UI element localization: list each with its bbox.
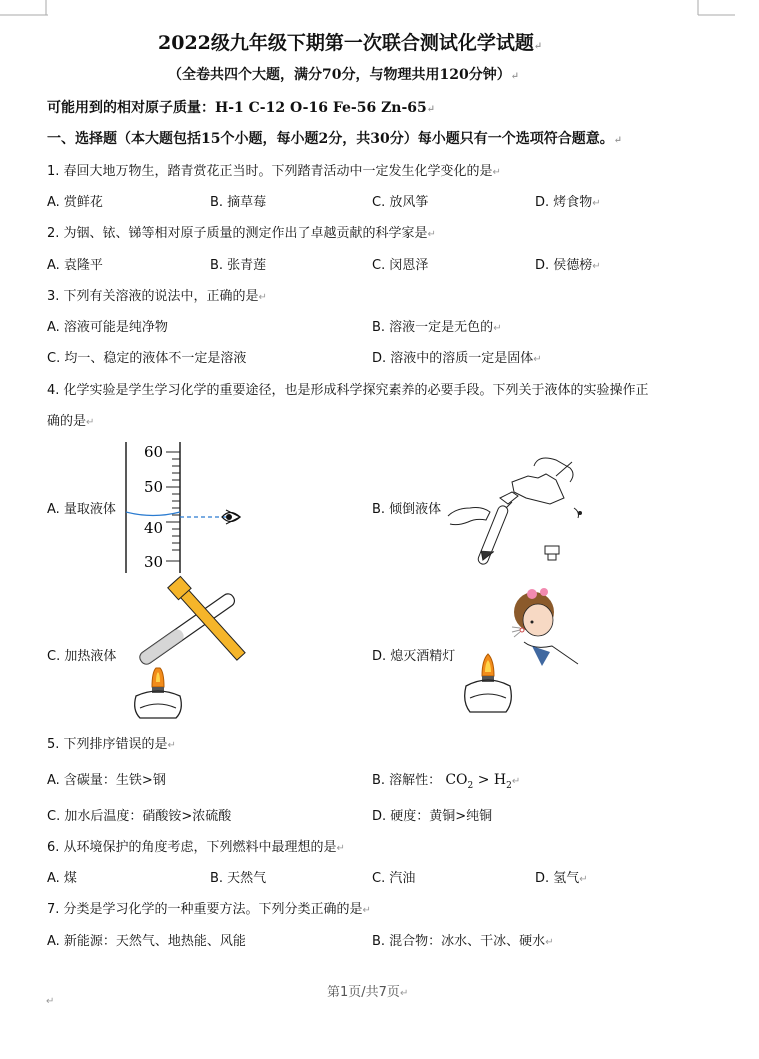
pouring-liquid-illustration: [446, 446, 596, 566]
q5-option-b[interactable]: B. 溶解性： $CO_2$ > $H_2↵$: [372, 772, 521, 791]
corner-mark-top-right: [690, 0, 759, 20]
q5-option-c[interactable]: C. 加水后温度：硝酸铵>浓硫酸: [47, 809, 232, 824]
trailing-paragraph-mark: ↵: [46, 996, 55, 1007]
question-4-stem-line1: 4. 化学实验是学生学习化学的重要途径，也是形成科学探究素养的必要手段。下列关于液体的实验操作正: [47, 383, 649, 398]
q5-option-d[interactable]: D. 硬度：黄铜>纯铜: [372, 809, 493, 824]
q2-option-a[interactable]: A. 袁隆平: [47, 258, 103, 273]
q1-option-b[interactable]: B. 摘草莓: [210, 195, 267, 210]
q1-option-d[interactable]: D. 烤食物↵: [535, 195, 601, 210]
cylinder-tick-60: 60: [144, 443, 164, 461]
q3-option-a[interactable]: A. 溶液可能是纯净物: [47, 320, 168, 335]
section-heading: 一、选择题（本大题包括15个小题，每小题2分，共30分）每小题只有一个选项符合题意。↵: [47, 131, 623, 147]
heating-liquid-illustration: [122, 582, 252, 722]
q3-option-b[interactable]: B. 溶液一定是无色的↵: [372, 320, 502, 335]
q2-option-c[interactable]: C. 闵恩泽: [372, 258, 429, 273]
formula-co2-gt-h2: $CO_2 > H_2$: [445, 772, 512, 791]
cylinder-tick-40: 40: [144, 519, 164, 537]
page-subtitle: （全卷共四个大题，满分70分，与物理共用120分钟）↵: [168, 67, 520, 83]
question-3-stem: 3. 下列有关溶液的说法中，正确的是↵: [47, 289, 267, 304]
corner-mark-top-left: [0, 0, 50, 20]
q6-option-d[interactable]: D. 氢气↵: [535, 871, 588, 886]
question-4-stem-line2: 确的是↵: [47, 414, 95, 429]
q2-option-d[interactable]: D. 侯德榜↵: [535, 258, 601, 273]
page-title: 2022级九年级下期第一次联合测试化学试题↵: [158, 32, 543, 54]
q4-option-a[interactable]: A. 量取液体: [47, 502, 116, 517]
extinguish-lamp-illustration: [462, 580, 587, 720]
atomic-masses: 可能用到的相对原子质量：H-1 C-12 O-16 Fe-56 Zn-65↵: [47, 100, 436, 116]
q6-option-c[interactable]: C. 汽油: [372, 871, 416, 886]
q2-option-b[interactable]: B. 张青莲: [210, 258, 267, 273]
question-2-stem: 2. 为铟、铱、锑等相对原子质量的测定作出了卓越贡献的科学家是↵: [47, 226, 436, 241]
q4-option-b[interactable]: B. 倾倒液体: [372, 502, 442, 517]
q3-option-d[interactable]: D. 溶液中的溶质一定是固体↵: [372, 351, 542, 366]
q7-option-b[interactable]: B. 混合物：冰水、干冰、硬水↵: [372, 934, 554, 949]
question-7-stem: 7. 分类是学习化学的一种重要方法。下列分类正确的是↵: [47, 902, 371, 917]
page-footer: 第1页/共7页↵: [327, 985, 409, 1000]
q6-option-b[interactable]: B. 天然气: [210, 871, 267, 886]
q5-option-a[interactable]: A. 含碳量：生铁>钢: [47, 773, 166, 788]
q6-option-a[interactable]: A. 煤: [47, 871, 77, 886]
q4-option-c[interactable]: C. 加热液体: [47, 649, 117, 664]
q1-option-c[interactable]: C. 放风筝: [372, 195, 429, 210]
question-1-stem: 1. 春回大地万物生，踏青赏花正当时。下列踏青活动中一定发生化学变化的是↵: [47, 164, 501, 179]
question-5-stem: 5. 下列排序错误的是↵: [47, 737, 176, 752]
q4-option-d[interactable]: D. 熄灭酒精灯: [372, 649, 456, 664]
cylinder-tick-50: 50: [144, 478, 164, 496]
q3-option-c[interactable]: C. 均一、稳定的液体不一定是溶液: [47, 351, 247, 366]
q1-option-a[interactable]: A. 赏鲜花: [47, 195, 103, 210]
q7-option-a[interactable]: A. 新能源：天然气、地热能、风能: [47, 934, 246, 949]
cylinder-tick-30: 30: [144, 553, 164, 571]
question-6-stem: 6. 从环境保护的角度考虑，下列燃料中最理想的是↵: [47, 840, 345, 855]
graduated-cylinder-illustration: [118, 440, 248, 575]
